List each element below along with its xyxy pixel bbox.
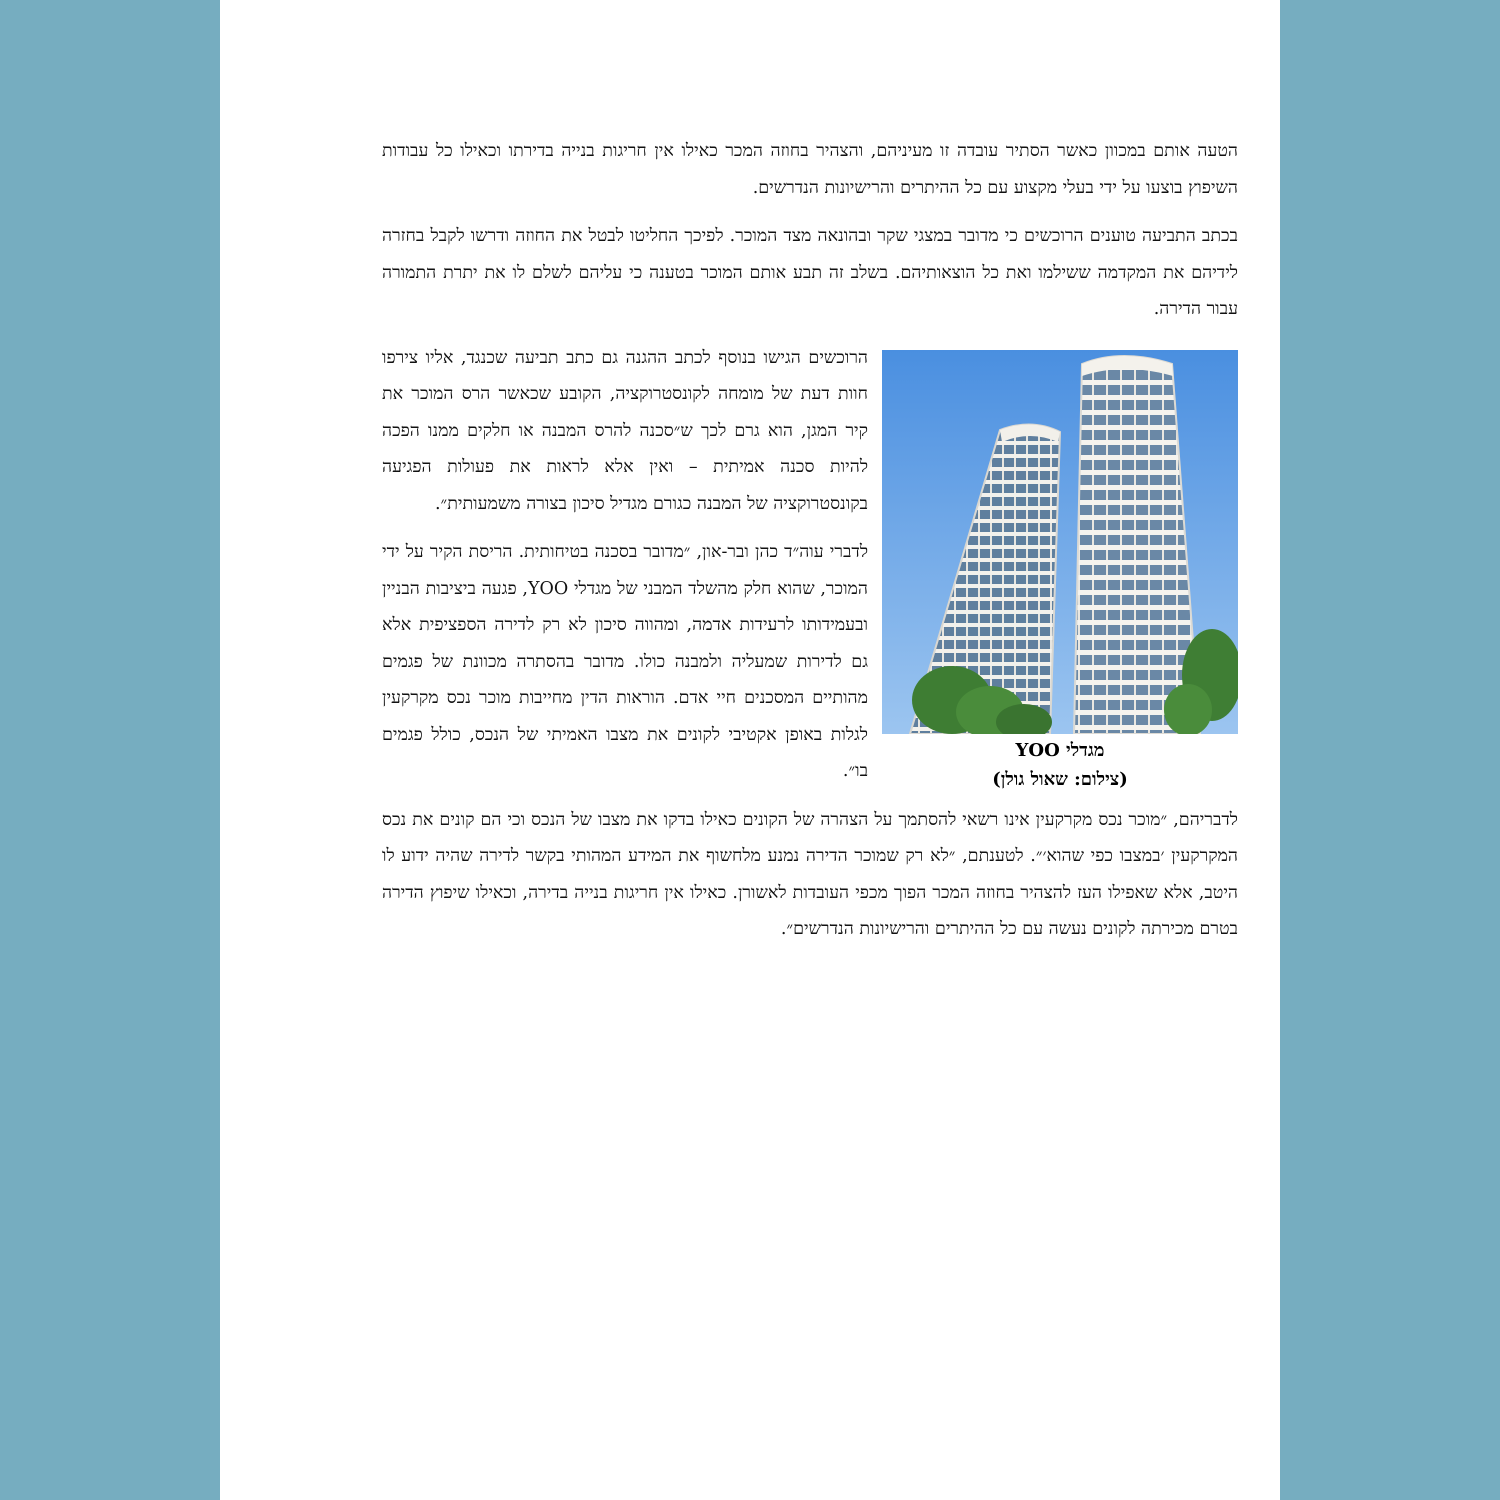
paragraph-1: הטעה אותם במכוון כאשר הסתיר עובדה זו מעיניהם, והצהיר בחוזה המכר כאילו אין חריגות בנייה בדירתו וכאילו כל עבודות השיפוץ בוצעו על ידי בעלי מקצוע עם כל ההיתרים והרישיונות הנדרשים.	[382, 141, 1238, 198]
paragraph-3: הרוכשים הגישו בנוסף לכתב ההגנה גם כתב תביעה שכנגד, אליו צירפו חוות דעת של מומחה לקונסטרוקציה, הקובע שכאשר הרס המוכר את קיר המגן, הוא גרם לכך ש״סכנה להרס המבנה או חלקים ממנו הפכה להיות סכנה אמיתית – ואין אלא לראות את פעולות הפגיעה בקונסטרוקציה של המבנה כגורם מגדיל סיכון בצורה משמעותית״.	[382, 347, 868, 514]
paragraph-4: לדברי עוה״ד כהן ובר-און, ״מדובר בסכנה בטיחותית. הריסת הקיר על ידי המוכר, שהוא חלק מהשלד המבני של מגדלי YOO, פגעה ביציבות הבניין ובעמידותו לרעידות אדמה, ומהווה סיכון לא רק לדירה הספציפית אלא גם לדירות שמעליה ולמבנה כולו. מדובר בהסתרה מכוונת של פגמים מהותיים המסכנים חיי אדם. הוראות הדין מחייבות מוכר נכס מקרקעין לגלות באופן אקטיבי לקונים את מצבו האמיתי של הנכס, כולל פגמים בו״.	[382, 542, 868, 781]
article-body	[382, 133, 1238, 960]
photo-caption-title: מגדלי YOO	[1015, 739, 1105, 761]
photo-figure	[882, 350, 1238, 792]
paragraph-2: בכתב התביעה טוענים הרוכשים כי מדובר במצגי שקר ובהונאה מצד המוכר. לפיכך החליטו לבטל את החוזה ודרשו לקבל בחזרה לידיהם את המקדמה ששילמו ואת כל הוצאותיהם. בשלב זה תבע אותם המוכר בטענה כי עליהם לשלם לו את יתרת התמורה עבור הדירה.	[382, 226, 1238, 319]
photo-caption-credit: (צילום: שאול גולן)	[992, 768, 1128, 790]
document-page	[220, 0, 1280, 1500]
yoo-towers-photo	[882, 350, 1238, 734]
paragraph-5: לדבריהם, ״מוכר נכס מקרקעין אינו רשאי להסתמך על הצהרה של הקונים כאילו בדקו את מצבו של הנכס וכי הם קונים את נכס המקרקעין ׳במצבו כפי שהוא׳״. לטענתם, ״לא רק שמוכר הדירה נמנע מלחשוף את המידע המהותי בקשר לדירה שהיה ידוע לו היטב, אלא שאפילו העז להצהיר בחוזה המכר הפוך מכפי העובדות לאשורן. כאילו אין חריגות בנייה בדירה, וכאילו שיפוץ הדירה בטרם מכירתה לקונים נעשה עם כל ההיתרים והרישיונות הנדרשים״.	[382, 809, 1238, 939]
